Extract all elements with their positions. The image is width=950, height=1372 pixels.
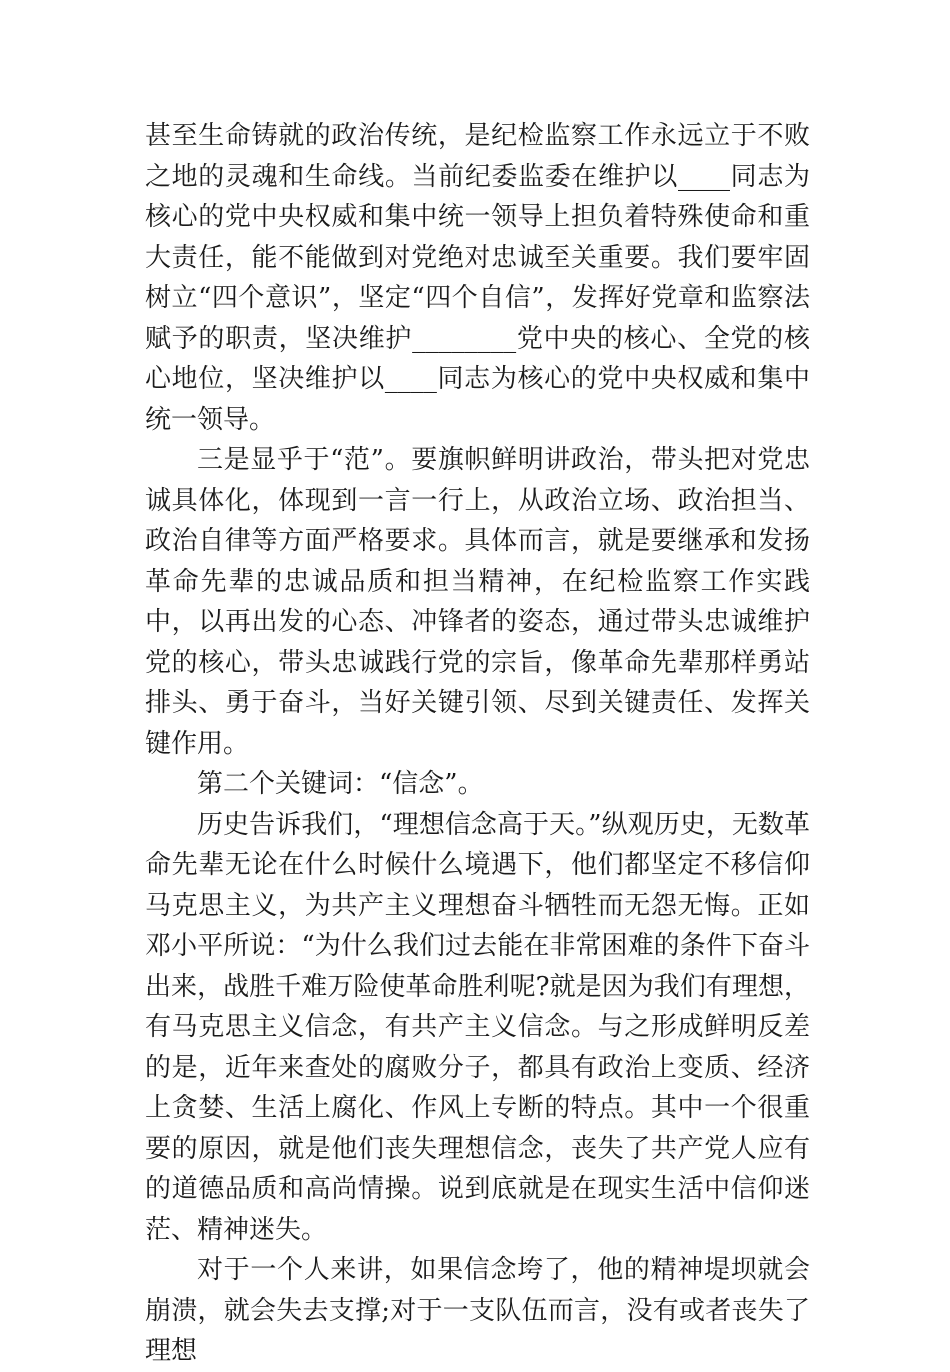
paragraph-keyword-heading: 第二个关键词：“信念”。 xyxy=(197,769,484,799)
document-body xyxy=(145,116,810,1372)
paragraph-continued: 甚至生命铸就的政治传统，是纪检监察工作永远立于不败之地的灵魂和生命线。当前纪委监委在维护以____同志为核心的党中央权威和集中统一领导上担负着特殊使命和重大责任，能不能做到对党绝对忠诚至关重要。我们要牢固树立“四个意识”，坚定“四个自信”，发挥好党章和监察法赋予的职责，坚决维护________党中央的核心、全党的核心地位，坚决维护以____同志为核心的党中央权威和集中统一领导。 xyxy=(145,121,810,435)
paragraph-fan: 三是显乎于“范”。要旗帜鲜明讲政治，带头把对党忠诚具体化，体现到一言一行上，从政治立场、政治担当、政治自律等方面严格要求。具体而言，就是要继承和发扬革命先辈的忠诚品质和担当精神，在纪检监察工作实践中，以再出发的心态、冲锋者的姿态，通过带头忠诚维护党的核心，带头忠诚践行党的宗旨，像革命先辈那样勇站排头、勇于奋斗，当好关键引领、尽到关键责任、发挥关键作用。 xyxy=(145,445,810,759)
paragraph-history: 历史告诉我们，“理想信念高于天。”纵观历史，无数革命先辈无论在什么时候什么境遇下，他们都坚定不移信仰马克思主义，为共产主义理想奋斗牺牲而无怨无悔。正如邓小平所说：“为什么我们过去能在非常困难的条件下奋斗出来，战胜千难万险使革命胜利呢?就是因为我们有理想，有马克思主义信念，有共产主义信念。与之形成鲜明反差的是，近年来查处的腐败分子，都具有政治上变质、经济上贪婪、生活上腐化、作风上专断的特点。其中一个很重要的原因，就是他们丧失理想信念，丧失了共产党人应有的道德品质和高尚情操。说到底就是在现实生活中信仰迷茫、精神迷失。 xyxy=(145,809,810,1245)
paragraph-belief: 对于一个人来讲，如果信念垮了，他的精神堤坝就会崩溃，就会失去支撑;对于一支队伍而言，没有或者丧失了理想 xyxy=(145,1255,810,1366)
